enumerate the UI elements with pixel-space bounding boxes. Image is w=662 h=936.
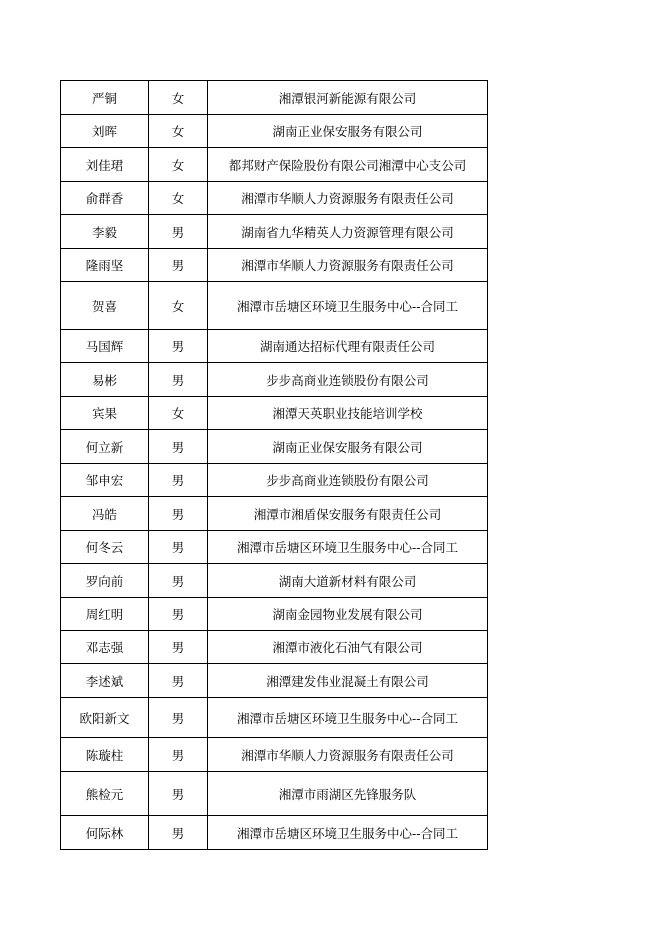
name-cell: 刘佳珺 <box>61 148 149 182</box>
company-cell: 湘潭建发伟业混凝土有限公司 <box>208 664 488 698</box>
company-cell: 湖南正业保安服务有限公司 <box>208 430 488 464</box>
gender-cell: 女 <box>149 81 208 115</box>
gender-cell: 女 <box>149 115 208 148</box>
gender-cell: 男 <box>149 564 208 598</box>
company-cell: 湘潭市岳塘区环境卫生服务中心--合同工 <box>208 531 488 564</box>
name-cell: 冯皓 <box>61 497 149 531</box>
name-cell: 邹申宏 <box>61 464 149 497</box>
name-cell: 贺喜 <box>61 282 149 330</box>
gender-cell: 男 <box>149 464 208 497</box>
name-cell: 宾果 <box>61 397 149 430</box>
name-cell: 陈璇柱 <box>61 738 149 772</box>
gender-cell: 男 <box>149 772 208 816</box>
gender-cell: 男 <box>149 363 208 397</box>
roster-body <box>61 81 488 850</box>
name-cell: 马国辉 <box>61 330 149 363</box>
table-row <box>61 816 488 850</box>
company-cell: 步步高商业连锁股份有限公司 <box>208 363 488 397</box>
name-cell: 何立新 <box>61 430 149 464</box>
name-cell: 隆雨坚 <box>61 249 149 282</box>
table-row <box>61 598 488 631</box>
company-cell: 湘潭市华顺人力资源服务有限责任公司 <box>208 738 488 772</box>
table-row <box>61 148 488 182</box>
company-cell: 湖南正业保安服务有限公司 <box>208 115 488 148</box>
gender-cell: 男 <box>149 598 208 631</box>
table-row <box>61 330 488 363</box>
company-cell: 湘潭市岳塘区环境卫生服务中心--合同工 <box>208 816 488 850</box>
name-cell: 熊检元 <box>61 772 149 816</box>
company-cell: 湘潭银河新能源有限公司 <box>208 81 488 115</box>
gender-cell: 男 <box>149 631 208 664</box>
gender-cell: 女 <box>149 148 208 182</box>
gender-cell: 男 <box>149 531 208 564</box>
gender-cell: 男 <box>149 497 208 531</box>
table-row <box>61 282 488 330</box>
gender-cell: 男 <box>149 330 208 363</box>
company-cell: 湘潭市华顺人力资源服务有限责任公司 <box>208 182 488 215</box>
name-cell: 李述斌 <box>61 664 149 698</box>
company-cell: 湘潭市雨湖区先锋服务队 <box>208 772 488 816</box>
table-row <box>61 698 488 738</box>
company-cell: 湘潭市岳塘区环境卫生服务中心--合同工 <box>208 282 488 330</box>
name-cell: 欧阳新文 <box>61 698 149 738</box>
table-row <box>61 631 488 664</box>
table-row <box>61 115 488 148</box>
name-cell: 何冬云 <box>61 531 149 564</box>
gender-cell: 男 <box>149 215 208 249</box>
name-cell: 邓志强 <box>61 631 149 664</box>
company-cell: 湖南金园物业发展有限公司 <box>208 598 488 631</box>
table-row <box>61 397 488 430</box>
company-cell: 湘潭市岳塘区环境卫生服务中心--合同工 <box>208 698 488 738</box>
table-row <box>61 664 488 698</box>
table-row <box>61 772 488 816</box>
table-row <box>61 215 488 249</box>
gender-cell: 男 <box>149 249 208 282</box>
gender-cell: 女 <box>149 182 208 215</box>
company-cell: 湖南省九华精英人力资源管理有限公司 <box>208 215 488 249</box>
name-cell: 刘晖 <box>61 115 149 148</box>
company-cell: 湘潭市华顺人力资源服务有限责任公司 <box>208 249 488 282</box>
company-cell: 湘潭市液化石油气有限公司 <box>208 631 488 664</box>
roster-table <box>60 80 488 850</box>
company-cell: 湘潭市湘盾保安服务有限责任公司 <box>208 497 488 531</box>
table-row <box>61 738 488 772</box>
gender-cell: 男 <box>149 738 208 772</box>
company-cell: 步步高商业连锁股份有限公司 <box>208 464 488 497</box>
gender-cell: 男 <box>149 816 208 850</box>
gender-cell: 男 <box>149 698 208 738</box>
table-row <box>61 531 488 564</box>
company-cell: 都邦财产保险股份有限公司湘潭中心支公司 <box>208 148 488 182</box>
table-row <box>61 249 488 282</box>
name-cell: 周红明 <box>61 598 149 631</box>
table-row <box>61 81 488 115</box>
company-cell: 湘潭天英职业技能培训学校 <box>208 397 488 430</box>
table-row <box>61 564 488 598</box>
company-cell: 湖南大道新材料有限公司 <box>208 564 488 598</box>
name-cell: 俞群香 <box>61 182 149 215</box>
gender-cell: 男 <box>149 664 208 698</box>
name-cell: 严铜 <box>61 81 149 115</box>
name-cell: 易彬 <box>61 363 149 397</box>
name-cell: 李毅 <box>61 215 149 249</box>
name-cell: 罗向前 <box>61 564 149 598</box>
name-cell: 何际林 <box>61 816 149 850</box>
gender-cell: 女 <box>149 397 208 430</box>
gender-cell: 女 <box>149 282 208 330</box>
table-row <box>61 182 488 215</box>
table-row <box>61 464 488 497</box>
gender-cell: 男 <box>149 430 208 464</box>
table-row <box>61 430 488 464</box>
table-row <box>61 363 488 397</box>
company-cell: 湖南通达招标代理有限责任公司 <box>208 330 488 363</box>
table-row <box>61 497 488 531</box>
